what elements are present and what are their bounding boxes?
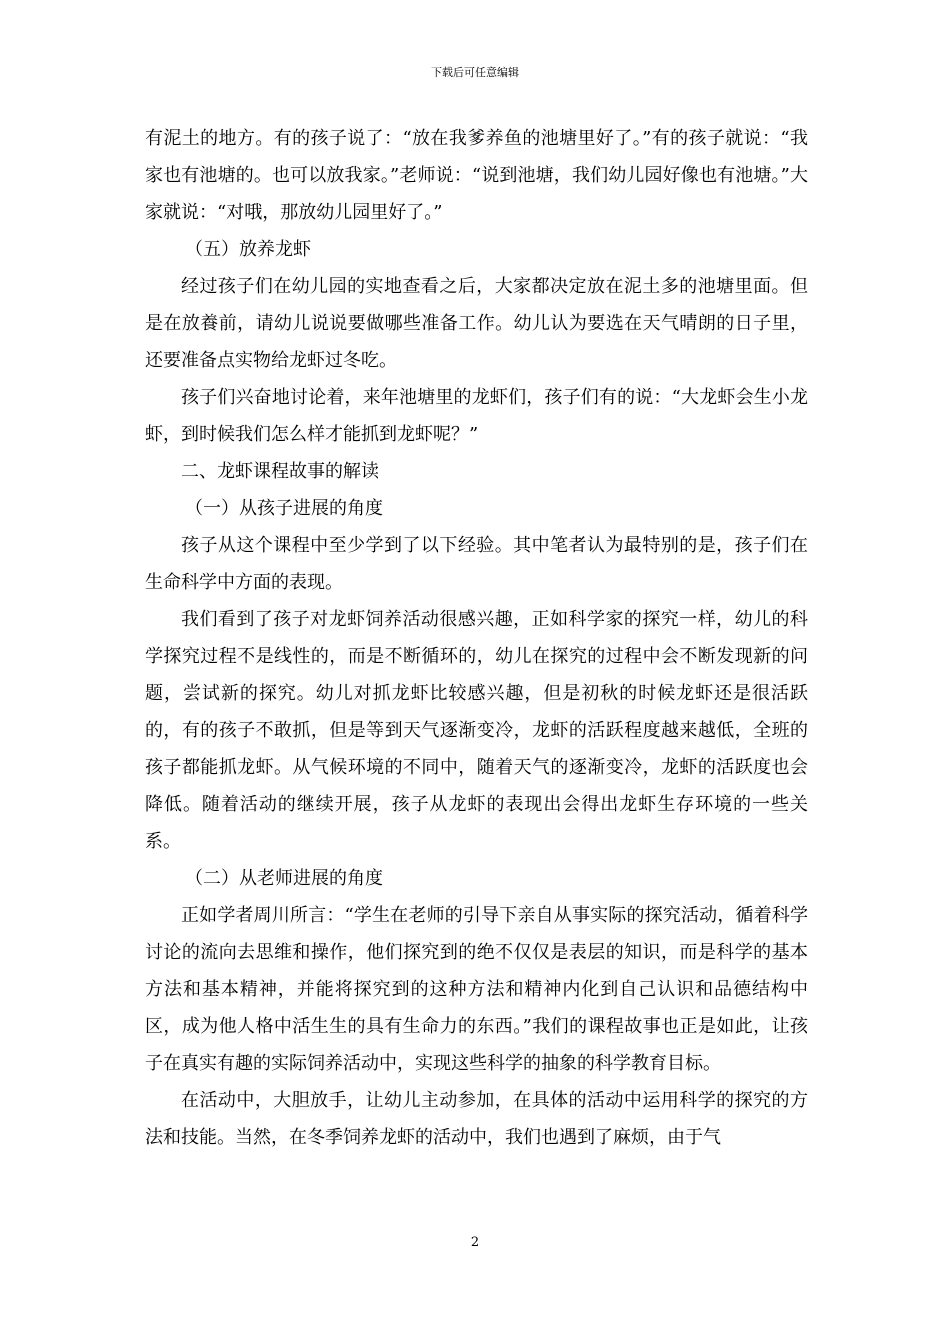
paragraph: 有泥土的地方。有的孩子说了：“放在我爹养鱼的池塘里好了。”有的孩子就说：“我家也有池塘的。也可以放我家。”老师说：“说到池塘，我们幼儿园好像也有池塘。”大家就说：“对哦，那放幼儿园里好了。”	[145, 128, 808, 223]
paragraph: 孩子们兴奋地讨论着，来年池塘里的龙虾们，孩子们有的说：“大龙虾会生小龙虾，到时候我们怎么样才能抓到龙虾呢？”	[145, 387, 808, 445]
paragraph: 孩子从这个课程中至少学到了以下经验。其中笔者认为最特别的是，孩子们在生命科学中方面的表现。	[145, 535, 808, 593]
page-header: 下载后可任意编辑	[431, 66, 519, 79]
subheading: （五）放养龙虾	[185, 239, 311, 260]
page-number: 2	[470, 1235, 480, 1250]
paragraph: 我们看到了孩子对龙虾饲养活动很感兴趣，正如科学家的探究一样，幼儿的科学探究过程不是线性的，而是不断循环的，幼儿在探究的过程中会不断发现新的问题，尝试新的探究。幼儿对抓龙虾比较感兴趣，但是初秋的时候龙虾还是很活跃的，有的孩子不敢抓，但是等到天气逐渐变冷，龙虾的活跃程度越来越低，全班的孩子都能抓龙虾。从气候环境的不同中，随着天气的逐渐变冷，龙虾的活跃度也会降低。随着活动的继续开展，孩子从龙虾的表现出会得出龙虾生存环境的一些关系。	[145, 609, 808, 852]
subheading: （一）从孩子进展的角度	[185, 498, 383, 519]
paragraph: 正如学者周川所言：“学生在老师的引导下亲自从事实际的探究活动，循着科学讨论的流向去思维和操作，他们探究到的绝不仅仅是表层的知识，而是科学的基本方法和基本精神，并能将探究到的这种方法和精神内化到自己认识和品德结构中区，成为他人格中活生生的具有生命力的东西。”我们的课程故事也正是如此，让孩子在真实有趣的实际饲养活动中，实现这些科学的抽象的科学教育目标。	[145, 905, 808, 1074]
document-body	[145, 120, 808, 1156]
section-heading: 二、龙虾课程故事的解读	[181, 461, 379, 482]
paragraph: 在活动中，大胆放手，让幼儿主动参加，在具体的活动中运用科学的探究的方法和技能。当然，在冬季饲养龙虾的活动中，我们也遇到了麻烦，由于气	[145, 1090, 808, 1148]
paragraph: 经过孩子们在幼儿园的实地查看之后，大家都决定放在泥土多的池塘里面。但是在放養前，请幼儿说说要做哪些准备工作。幼儿认为要选在天气晴朗的日子里，还要准备点实物给龙虾过冬吃。	[145, 276, 808, 371]
subheading: （二）从老师进展的角度	[185, 868, 383, 889]
